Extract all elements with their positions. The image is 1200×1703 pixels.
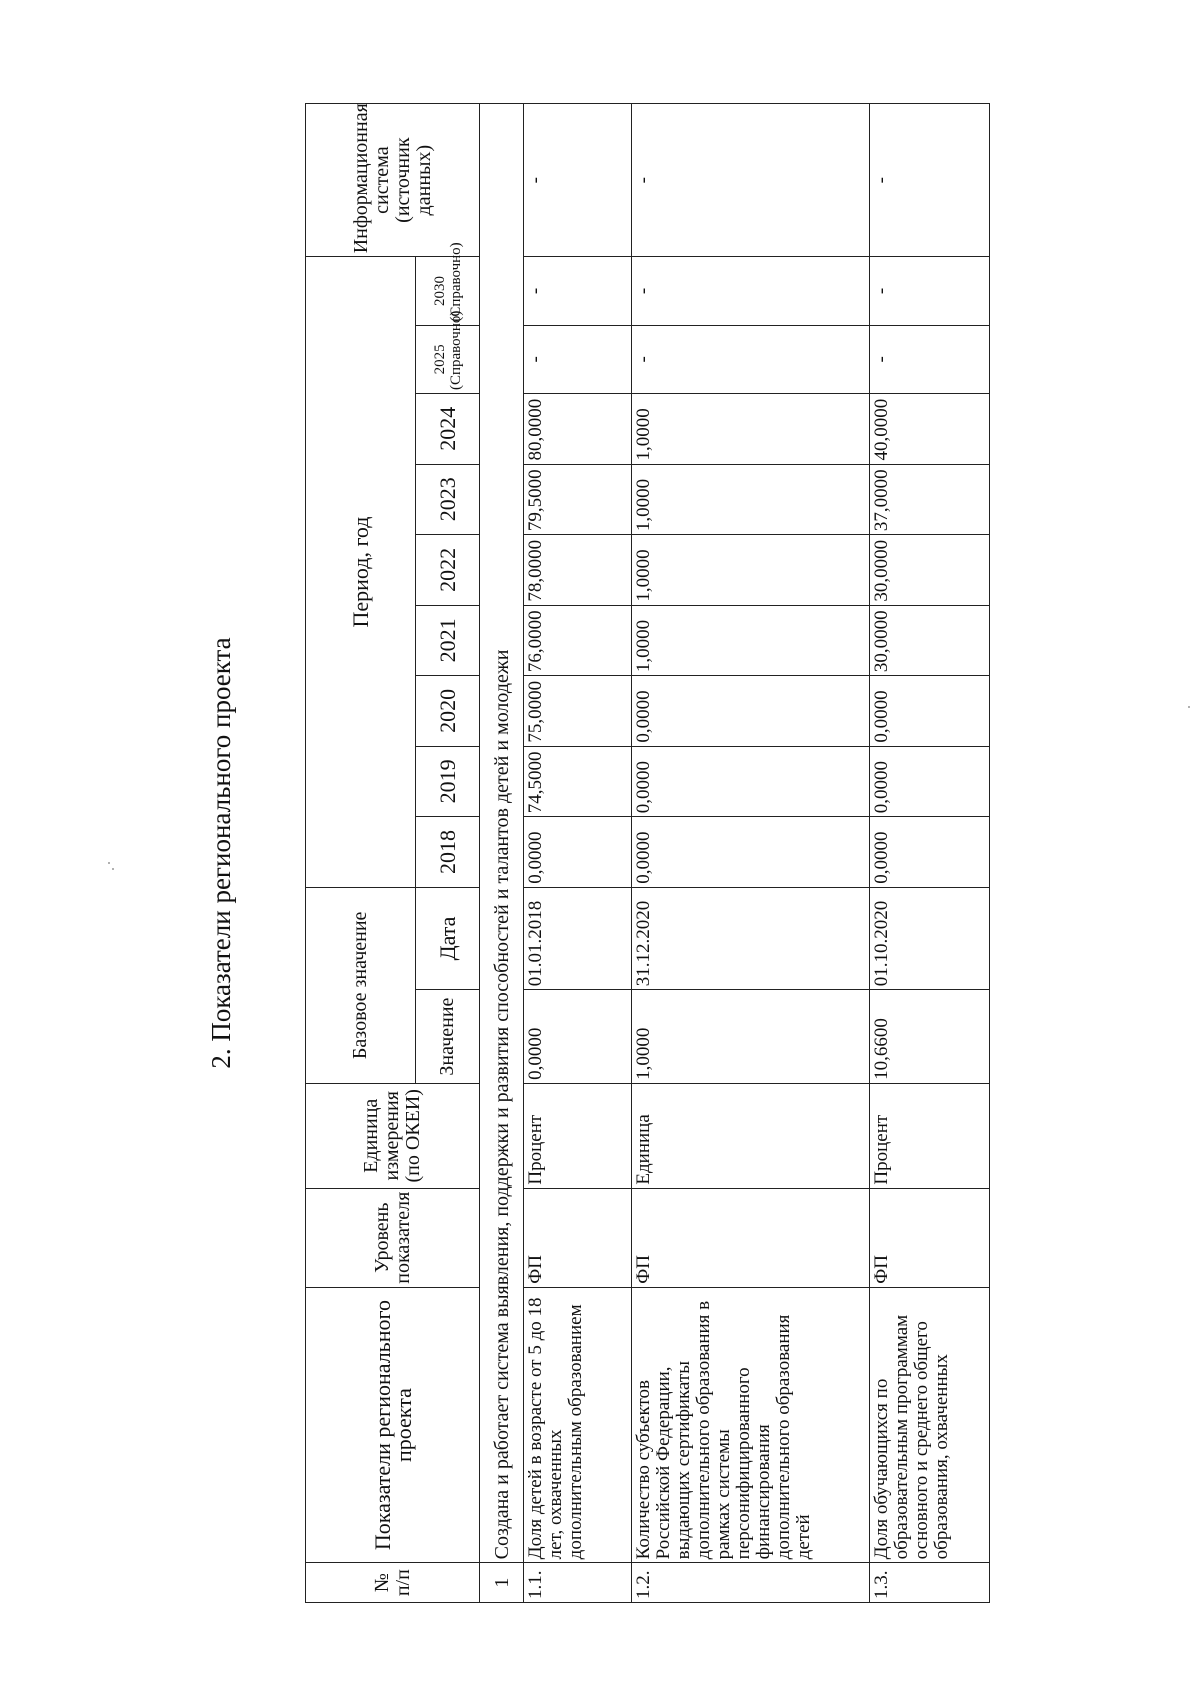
row-value-2023: 37,0000 [870, 464, 990, 535]
row-value-2020: 0,0000 [632, 676, 870, 747]
header-year: 2020 [416, 676, 480, 747]
page-title: 2. Показатели регионального проекта [206, 637, 236, 1069]
header-num: № п/п [306, 1563, 480, 1603]
header-unit: Единица измерения (по ОКЕИ) [306, 1083, 480, 1188]
row-level: ФП [870, 1188, 990, 1287]
row-value-2024: 80,0000 [524, 394, 632, 465]
row-num: 1.1. [524, 1563, 632, 1603]
row-value-2021: 76,0000 [524, 605, 632, 676]
row-value-2019: 0,0000 [632, 746, 870, 817]
header-year-2025: 2025 (Справочно) [416, 325, 480, 393]
row-value-2022: 30,0000 [870, 535, 990, 606]
row-value-2020: 75,0000 [524, 676, 632, 747]
rotated-page-content [205, 93, 965, 1613]
table-row [524, 104, 632, 1603]
header-year: 2024 [416, 394, 480, 465]
row-source: - [632, 104, 870, 257]
header-year: 2019 [416, 746, 480, 817]
header-period: Период, год [306, 257, 416, 887]
row-unit: Процент [870, 1083, 990, 1188]
header-year: 2018 [416, 817, 480, 888]
row-value-2025: - [632, 325, 870, 393]
row-name: Доля детей в возрасте от 5 до 18 лет, охваченных дополнительным образованием [524, 1287, 632, 1563]
row-value-2024: 1,0000 [632, 394, 870, 465]
row-value-2018: 0,0000 [524, 817, 632, 888]
row-value-2021: 30,0000 [870, 605, 990, 676]
row-base-value: 0,0000 [524, 990, 632, 1084]
row-value-2021: 1,0000 [632, 605, 870, 676]
row-value-2023: 79,5000 [524, 464, 632, 535]
header-year: 2021 [416, 605, 480, 676]
section-title: Создана и работает система выявления, поддержки и развития способностей и талантов детей и молодежи [480, 104, 524, 1563]
header-base-value: Значение [416, 990, 480, 1084]
row-unit: Единица [632, 1083, 870, 1188]
row-name: Количество субъектов Российской Федерации, выдающих сертификаты дополнительного образования в рамках системы персонифицированного финансирования дополнительного образования детей [632, 1287, 870, 1563]
header-year: 2022 [416, 535, 480, 606]
table-row [870, 104, 990, 1603]
row-name: Доля обучающихся по образовательным программам основного и среднего общего образования, охваченных [870, 1287, 990, 1563]
row-level: ФП [632, 1188, 870, 1287]
row-base-value: 1,0000 [632, 990, 870, 1084]
row-value-2023: 1,0000 [632, 464, 870, 535]
header-year: 2023 [416, 464, 480, 535]
row-value-2022: 1,0000 [632, 535, 870, 606]
row-value-2030: - [870, 257, 990, 325]
indicators-table [305, 103, 990, 1603]
row-level: ФП [524, 1188, 632, 1287]
row-value-2025: - [524, 325, 632, 393]
header-source: Информационная система (источник данных) [306, 104, 480, 257]
row-base-date: 31.12.2020 [632, 887, 870, 990]
section-num: 1 [480, 1563, 524, 1603]
row-value-2018: 0,0000 [870, 817, 990, 888]
header-year-2030: 2030 (Справочно) [416, 257, 480, 325]
row-num: 1.2. [632, 1563, 870, 1603]
header-base: Базовое значение [306, 887, 416, 1083]
row-value-2020: 0,0000 [870, 676, 990, 747]
row-source: - [870, 104, 990, 257]
row-source: - [524, 104, 632, 257]
row-value-2019: 74,5000 [524, 746, 632, 817]
row-num: 1.3. [870, 1563, 990, 1603]
row-base-date: 01.10.2020 [870, 887, 990, 990]
row-value-2022: 78,0000 [524, 535, 632, 606]
row-base-value: 10,6600 [870, 990, 990, 1084]
row-unit: Процент [524, 1083, 632, 1188]
header-base-date: Дата [416, 887, 480, 990]
row-value-2018: 0,0000 [632, 817, 870, 888]
row-value-2030: - [524, 257, 632, 325]
header-level: Уровень показателя [306, 1188, 480, 1287]
table-row [632, 104, 870, 1603]
row-value-2025: - [870, 325, 990, 393]
row-base-date: 01.01.2018 [524, 887, 632, 990]
row-value-2024: 40,0000 [870, 394, 990, 465]
row-value-2019: 0,0000 [870, 746, 990, 817]
row-value-2030: - [632, 257, 870, 325]
header-indicator: Показатели регионального проекта [306, 1287, 480, 1563]
